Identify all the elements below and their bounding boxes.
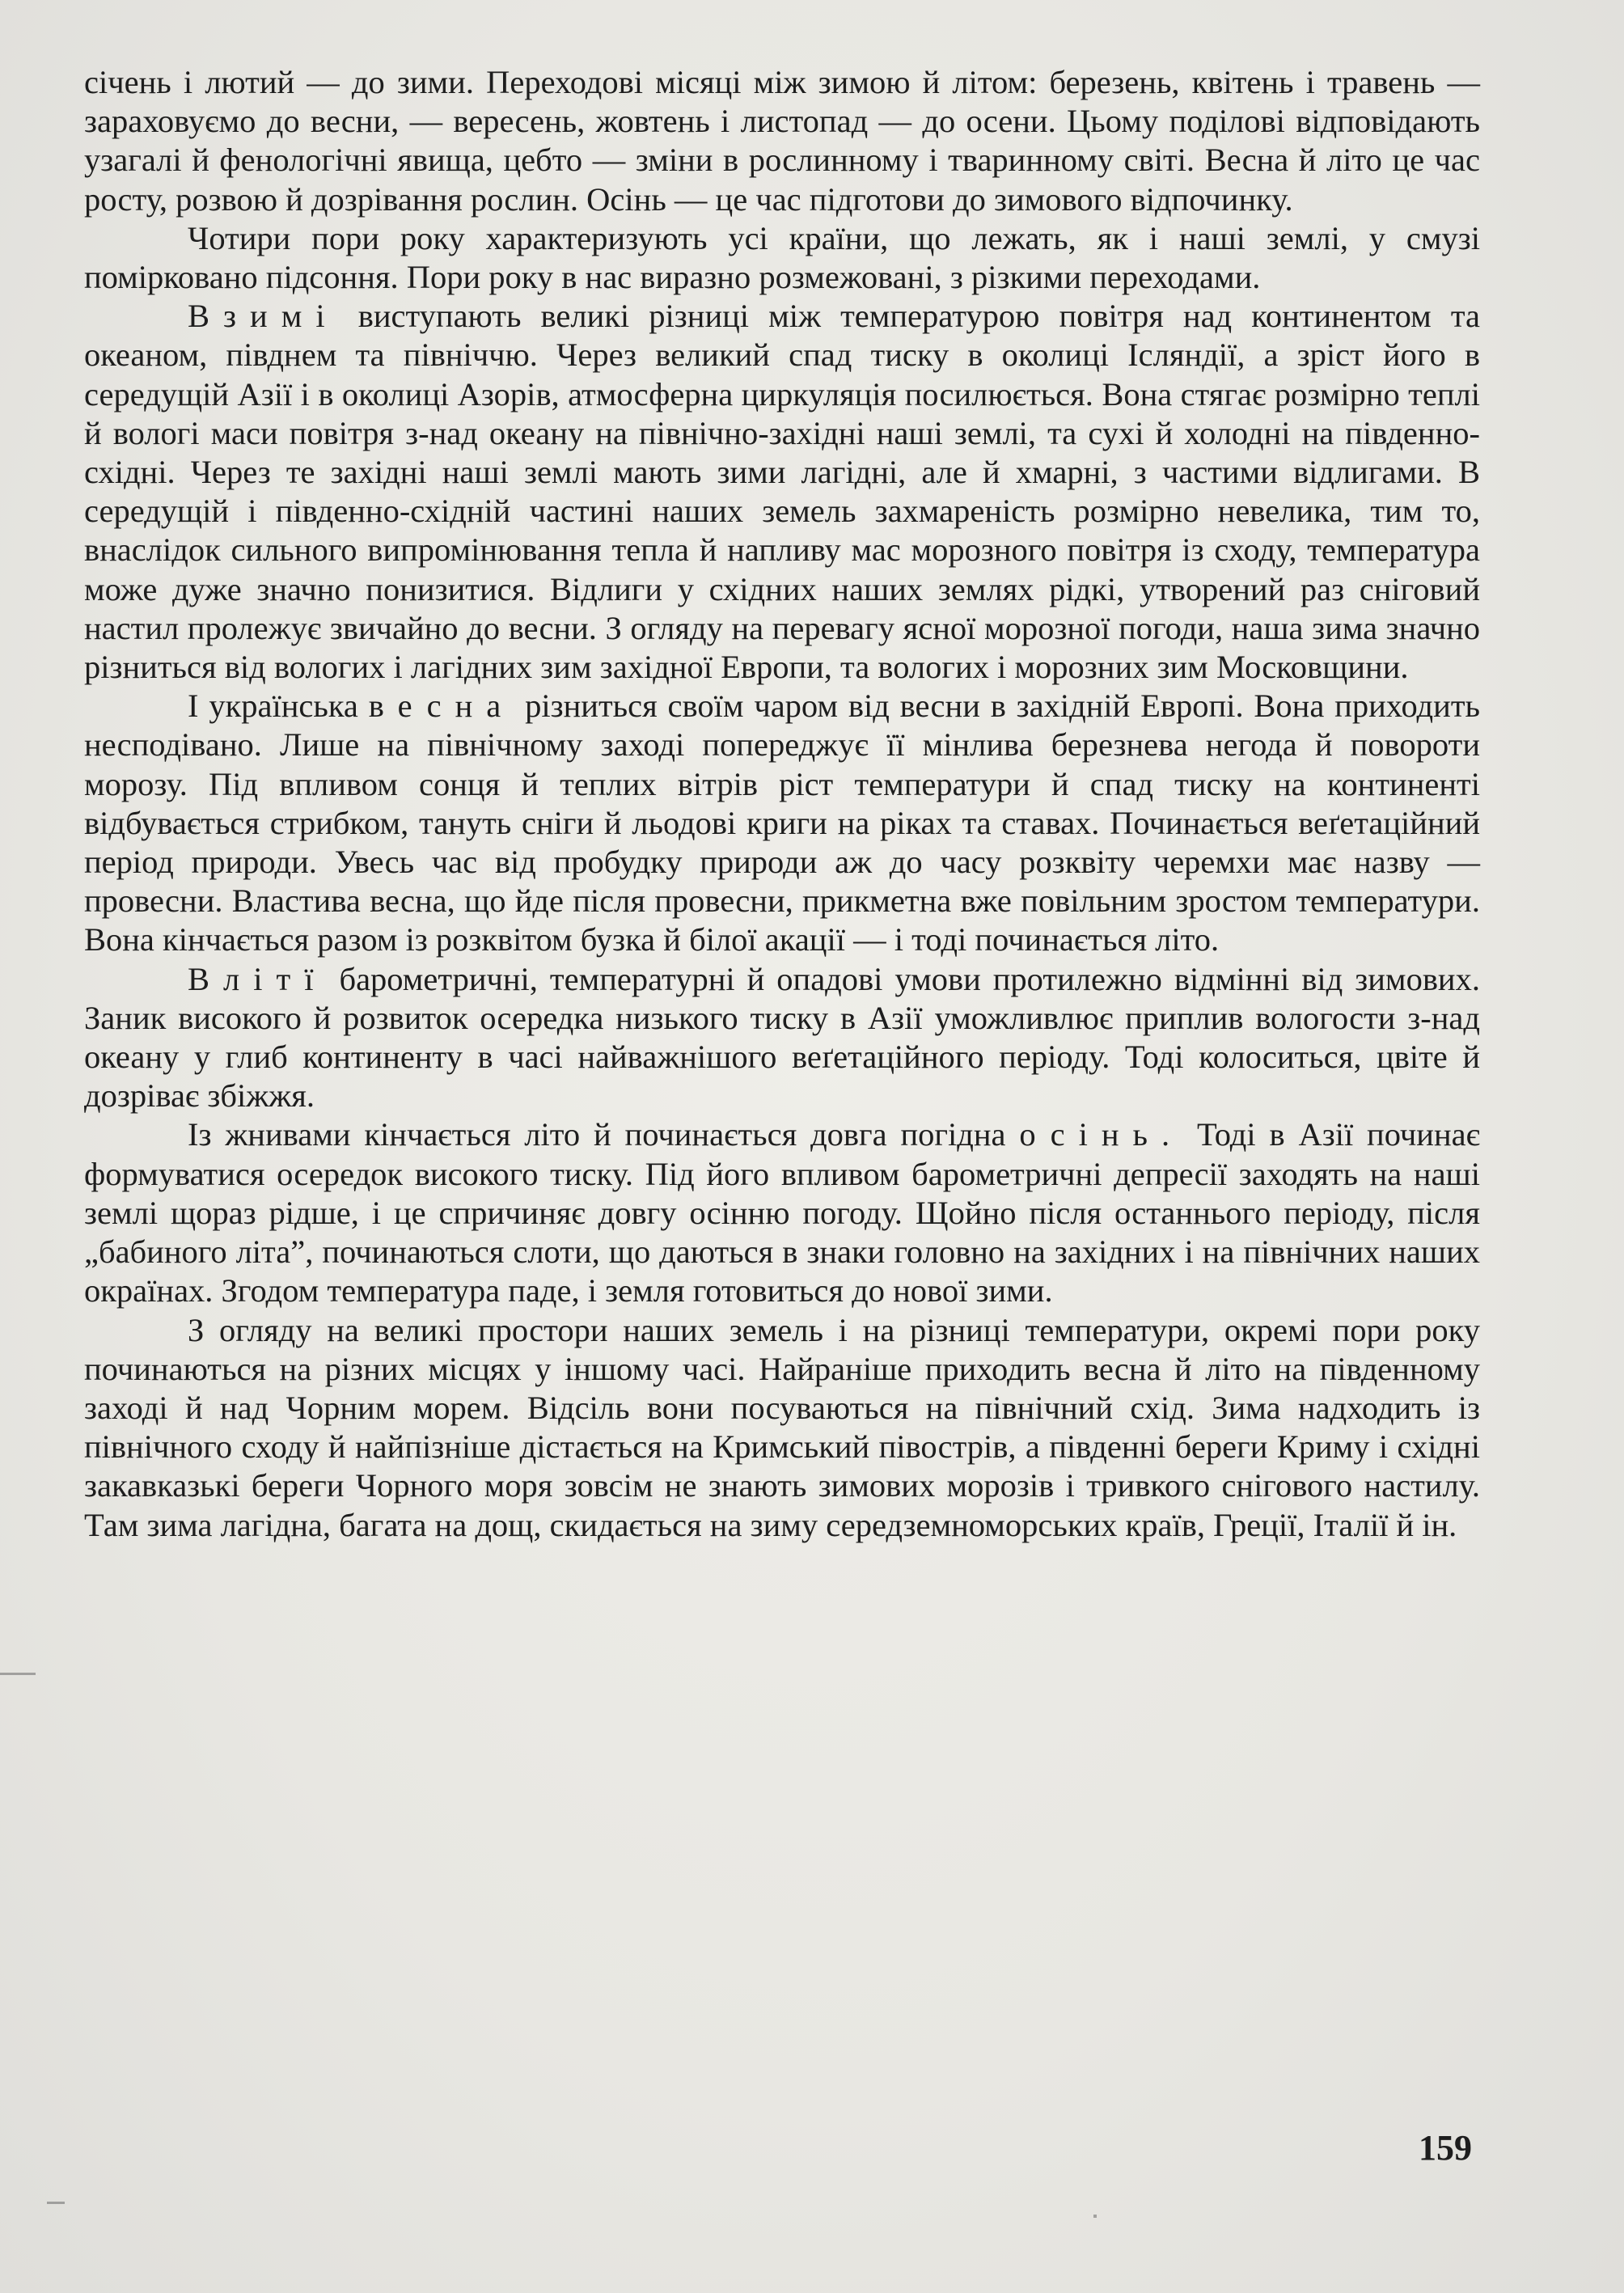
paragraph-lead-word: Влітї bbox=[188, 960, 328, 997]
paragraph-text: Тоді в Азії починає формуватися осередок високого тиску. Під його впливом барометричні депресії заходять на наші землі щораз рідше, і це спричиняє довгу осінню погоду. Щойно після останнього періоду, після „бабиного літа”, починаються слоти, що даються в знаки головно на західних і на північних наших окраїнах. Згодом температура паде, і земля готовиться до нової зими. bbox=[84, 1116, 1480, 1309]
page-number: 159 bbox=[1419, 2128, 1472, 2168]
paragraph-seasons-months bbox=[84, 63, 1480, 219]
margin-scan-mark bbox=[0, 1673, 36, 1675]
paragraph-lead-word: весна bbox=[368, 687, 515, 725]
paragraph-pre-text: І українська bbox=[188, 687, 369, 725]
paragraph-regional-timing bbox=[84, 1311, 1480, 1545]
paragraph-text: З огляду на великі простори наших земель і на різниці температури, окремі пори року починаються на різних місцях у іншому часі. Найраніше приходить весна й літо на південному заході й над Чорним морем. Відсіль вони посуваються на північний схід. Зима надходить із північного сходу й найпізніше дістається на Кримський півострів, а південні береги Криму і східні закавказькі береги Чорного моря зовсім не знають зимових морозів і тривкого снігового настилу. Там зима лагідна, багата на дощ, скидається на зиму середземноморських країв, Греції, Італії й ін. bbox=[84, 1311, 1480, 1543]
paragraph-text: січень і лютий — до зими. Переходові місяці між зимою й літом: березень, квітень і травень — зараховуємо до весни, — вересень, жовтень і листопад — до осени. Цьому поділові відповідають узагалі й фенологічні явища, цебто — зміни в рослинному і тваринному світі. Весна й літо це час росту, розвою й дозрівання рослин. Осінь — це час підготови до зимового відпочинку. bbox=[84, 64, 1480, 218]
paragraph-spring bbox=[84, 687, 1480, 959]
text-body bbox=[84, 63, 1480, 1545]
paragraph-text: виступають великі різниці між температурою повітря над континентом та океаном, півднем та північчю. Через великий спад тиску в околиці Ісляндії, а зріст його в середущій Азії і в околиці Азорів, атмосферна циркуляція посилюється. Вона стягає розмірно теплі й вологі маси повітря з-над океану на північно-західні наші землі, та сухі й холодні на південно-східні. Через те західні наші землі мають зими лагідні, але й хмарні, з частими відлигами. В середущій і південно-східній частині наших земель захмареність розмірно невелика, тим то, внаслідок сильного випромінювання тепла й напливу мас морозного повітря із сходу, температура може дуже значно понизитися. Відлиги у східних наших землях рідкі, утворений раз сніговий настил пролежує звичайно до весни. З огляду на перевагу ясної морозної погоди, наша зима значно різниться від вологих і лагідних зим західної Европи, та вологих і морозних зим Московщини. bbox=[84, 298, 1480, 686]
margin-scan-mark bbox=[1093, 2215, 1097, 2218]
paragraph-summer bbox=[84, 960, 1480, 1116]
paragraph-text: барометричні, температурні й опадові умови протилежно відмінні від зимових. Заник високого й розвиток осередка низького тиску в Азії уможливлює приплив вологости з-над океану у глиб континенту в часі найважнішого веґетаційного періоду. Тоді колоситься, цвіте й дозріває збіжжя. bbox=[84, 960, 1480, 1115]
paragraph-pre-text: Із жнивами кінчається літо й починається довга погідна bbox=[188, 1116, 1020, 1153]
paragraph-lead-word: Взимі bbox=[188, 298, 339, 335]
paragraph-autumn bbox=[84, 1115, 1480, 1310]
margin-scan-mark bbox=[47, 2202, 65, 2204]
paragraph-lead-word: осінь. bbox=[1019, 1116, 1184, 1153]
paragraph-text: різниться своїм чаром від весни в західній Европі. Вона приходить несподівано. Лише на північному заході попереджує її мінлива березнева негода й повороти морозу. Під впливом сонця й теплих вітрів ріст температури й спад тиску на континенті відбувається стрибком, тануть сніги й льодові криги на ріках та ставах. Починається веґетаційний період природи. Увесь час від пробудку природи аж до часу розквіту черемхи має назву — провесни. Властива весна, що йде після провесни, прикметна вже повільним зростом температури. Вона кінчається разом із розквітом бузка й білої акації — і тоді починається літо. bbox=[84, 687, 1480, 958]
paragraph-winter bbox=[84, 297, 1480, 687]
paragraph-four-seasons bbox=[84, 219, 1480, 297]
paragraph-text: Чотири пори року характеризують усі країни, що лежать, як і наші землі, у смузі помірковано підсоння. Пори року в нас виразно розмежовані, з різкими переходами. bbox=[84, 219, 1480, 296]
